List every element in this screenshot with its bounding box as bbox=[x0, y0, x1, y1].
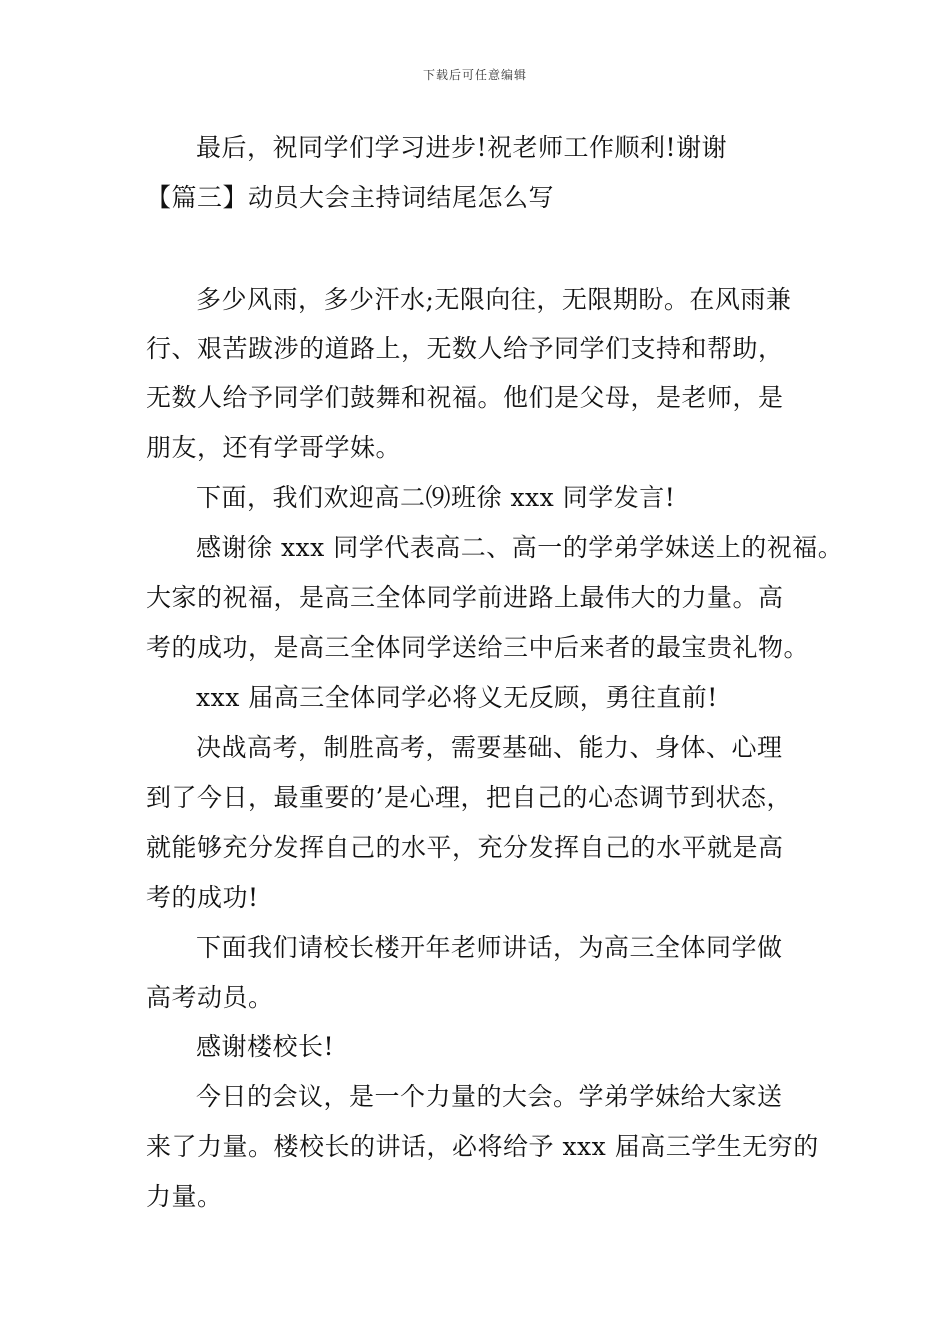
section-heading: 【篇三】动员大会主持词结尾怎么写 bbox=[146, 183, 555, 212]
paragraph-line: 多少风雨，多少汗水;无限向往，无限期盼。在风雨兼 bbox=[196, 285, 792, 314]
paragraph-line: 考的成功，是高三全体同学送给三中后来者的最宝贵礼物。 bbox=[146, 633, 810, 662]
paragraph-line: 来了力量。楼校长的讲话，必将给予 xxx 届高三学生无穷的 bbox=[146, 1132, 819, 1161]
paragraph-line: 最后，祝同学们学习进步!祝老师工作顺利!谢谢 bbox=[196, 133, 728, 162]
paragraph-line: 高考动员。 bbox=[146, 983, 274, 1012]
page-header: 下载后可任意编辑 bbox=[422, 68, 527, 82]
paragraph-line: 考的成功! bbox=[146, 883, 259, 912]
paragraph-line: 朋友，还有学哥学妹。 bbox=[146, 433, 402, 462]
paragraph-line: 感谢徐 xxx 同学代表高二、高一的学弟学妹送上的祝福。 bbox=[196, 533, 844, 562]
paragraph-line: 下面我们请校长楼开年老师讲话，为高三全体同学做 bbox=[196, 933, 783, 962]
paragraph-line: 感谢楼校长! bbox=[196, 1032, 335, 1061]
paragraph-line: 今日的会议，是一个力量的大会。学弟学妹给大家送 bbox=[196, 1082, 783, 1111]
paragraph-line: 力量。 bbox=[146, 1182, 223, 1211]
paragraph-line: 下面，我们欢迎高二⑼班徐 xxx 同学发言! bbox=[196, 483, 676, 512]
paragraph-line: 到了今日，最重要的’是心理，把自己的心态调节到状态， bbox=[146, 783, 792, 812]
paragraph-line: 就能够充分发挥自己的水平，充分发挥自己的水平就是高 bbox=[146, 833, 784, 862]
paragraph-line: xxx 届高三全体同学必将义无反顾，勇往直前! bbox=[196, 683, 718, 712]
paragraph-line: 决战高考，制胜高考，需要基础、能力、身体、心理 bbox=[196, 733, 783, 762]
paragraph-line: 无数人给予同学们鼓舞和祝福。他们是父母，是老师，是 bbox=[146, 383, 784, 412]
paragraph-line: 大家的祝福，是高三全体同学前进路上最伟大的力量。高 bbox=[146, 583, 784, 612]
paragraph-line: 行、艰苦跋涉的道路上，无数人给予同学们支持和帮助， bbox=[146, 334, 784, 363]
